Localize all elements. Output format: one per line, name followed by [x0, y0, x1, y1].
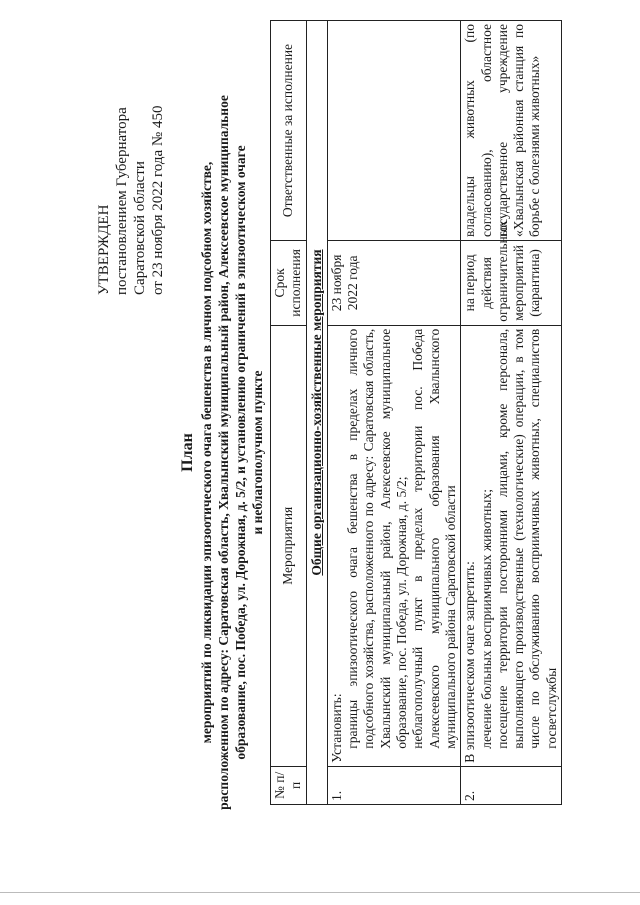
header-term: Срок исполнения: [271, 241, 307, 326]
measure-item: посещение территории посторонними лицами, кроме персонала, выполняющего производственные (технологические) операции, в том числе по обслуживанию восприимчивых животных, специалистов госветслужбы: [494, 328, 559, 749]
row-measures: [461, 325, 562, 766]
table-row: [327, 21, 460, 805]
table-row: [461, 21, 562, 805]
plan-heading: План: [179, 433, 196, 472]
table-header-row: [271, 21, 307, 805]
scan-edge-line: [0, 892, 640, 893]
plan-title-line-3: образование, пос. Победа, ул. Дорожная, д. 5/2, и установлению ограничений в эпизоотическом очаге: [233, 145, 248, 760]
header-responsible: Ответственные за исполнение: [271, 21, 307, 241]
measure-intro: Установить:: [328, 693, 344, 763]
measure-item: неблагополучный пункт в пределах территории пос. Победа Алексеевского муниципального образования Хвалынского муниципального района Саратовской области: [410, 328, 458, 749]
approval-region: Саратовской области: [132, 161, 148, 295]
plan-title-line-1: мероприятий по ликвидации эпизоотического очага бешенства в личном подсобном хозяйстве,: [199, 161, 214, 744]
header-measures: Мероприятия: [271, 325, 307, 766]
row-measures: [327, 325, 460, 766]
plan-title: [178, 60, 266, 845]
row-term: на период действия ограничительных мероприятий (карантина): [461, 241, 562, 326]
approval-decree: постановлением Губернатора: [114, 107, 130, 295]
row-term: 23 ноября 2022 года: [327, 241, 460, 326]
header-num: № п/п: [271, 766, 307, 804]
approval-word: УТВЕРЖДЕН: [96, 204, 112, 295]
approval-date: от 23 ноября 2022 года № 450: [150, 105, 166, 295]
plan-title-line-4: и неблагополучном пункте: [250, 370, 265, 535]
section-title: Общие организационно-хозяйственные мероприятия: [306, 21, 327, 805]
plan-title-line-2: расположенном по адресу: Саратовская область, Хвалынский муниципальный район, Алексеевское муниципальное: [216, 95, 231, 810]
row-responsible: владельцы животных (по согласованию), областное государственное учреждение «Хвалынская районная станция по борьбе с болезнями животных»: [461, 21, 562, 241]
row-number: 1.: [327, 766, 460, 804]
section-row: [306, 21, 327, 805]
approval-stamp: [95, 35, 167, 295]
row-responsible: [327, 21, 460, 241]
measure-item: лечение больных восприимчивых животных;: [478, 489, 494, 749]
measure-intro: В эпизоотическом очаге запретить:: [462, 561, 478, 763]
measure-item: границы эпизоотического очага бешенства в пределах личного подсобного хозяйства, расположенного по адресу: Саратовская область, Хвалынский муниципальный район, Алексеевское муниципальное образование, пос. Победа, ул. Дорожная, д. 5/2;: [345, 328, 410, 749]
row-number: 2.: [461, 766, 562, 804]
measures-table: [270, 20, 562, 805]
